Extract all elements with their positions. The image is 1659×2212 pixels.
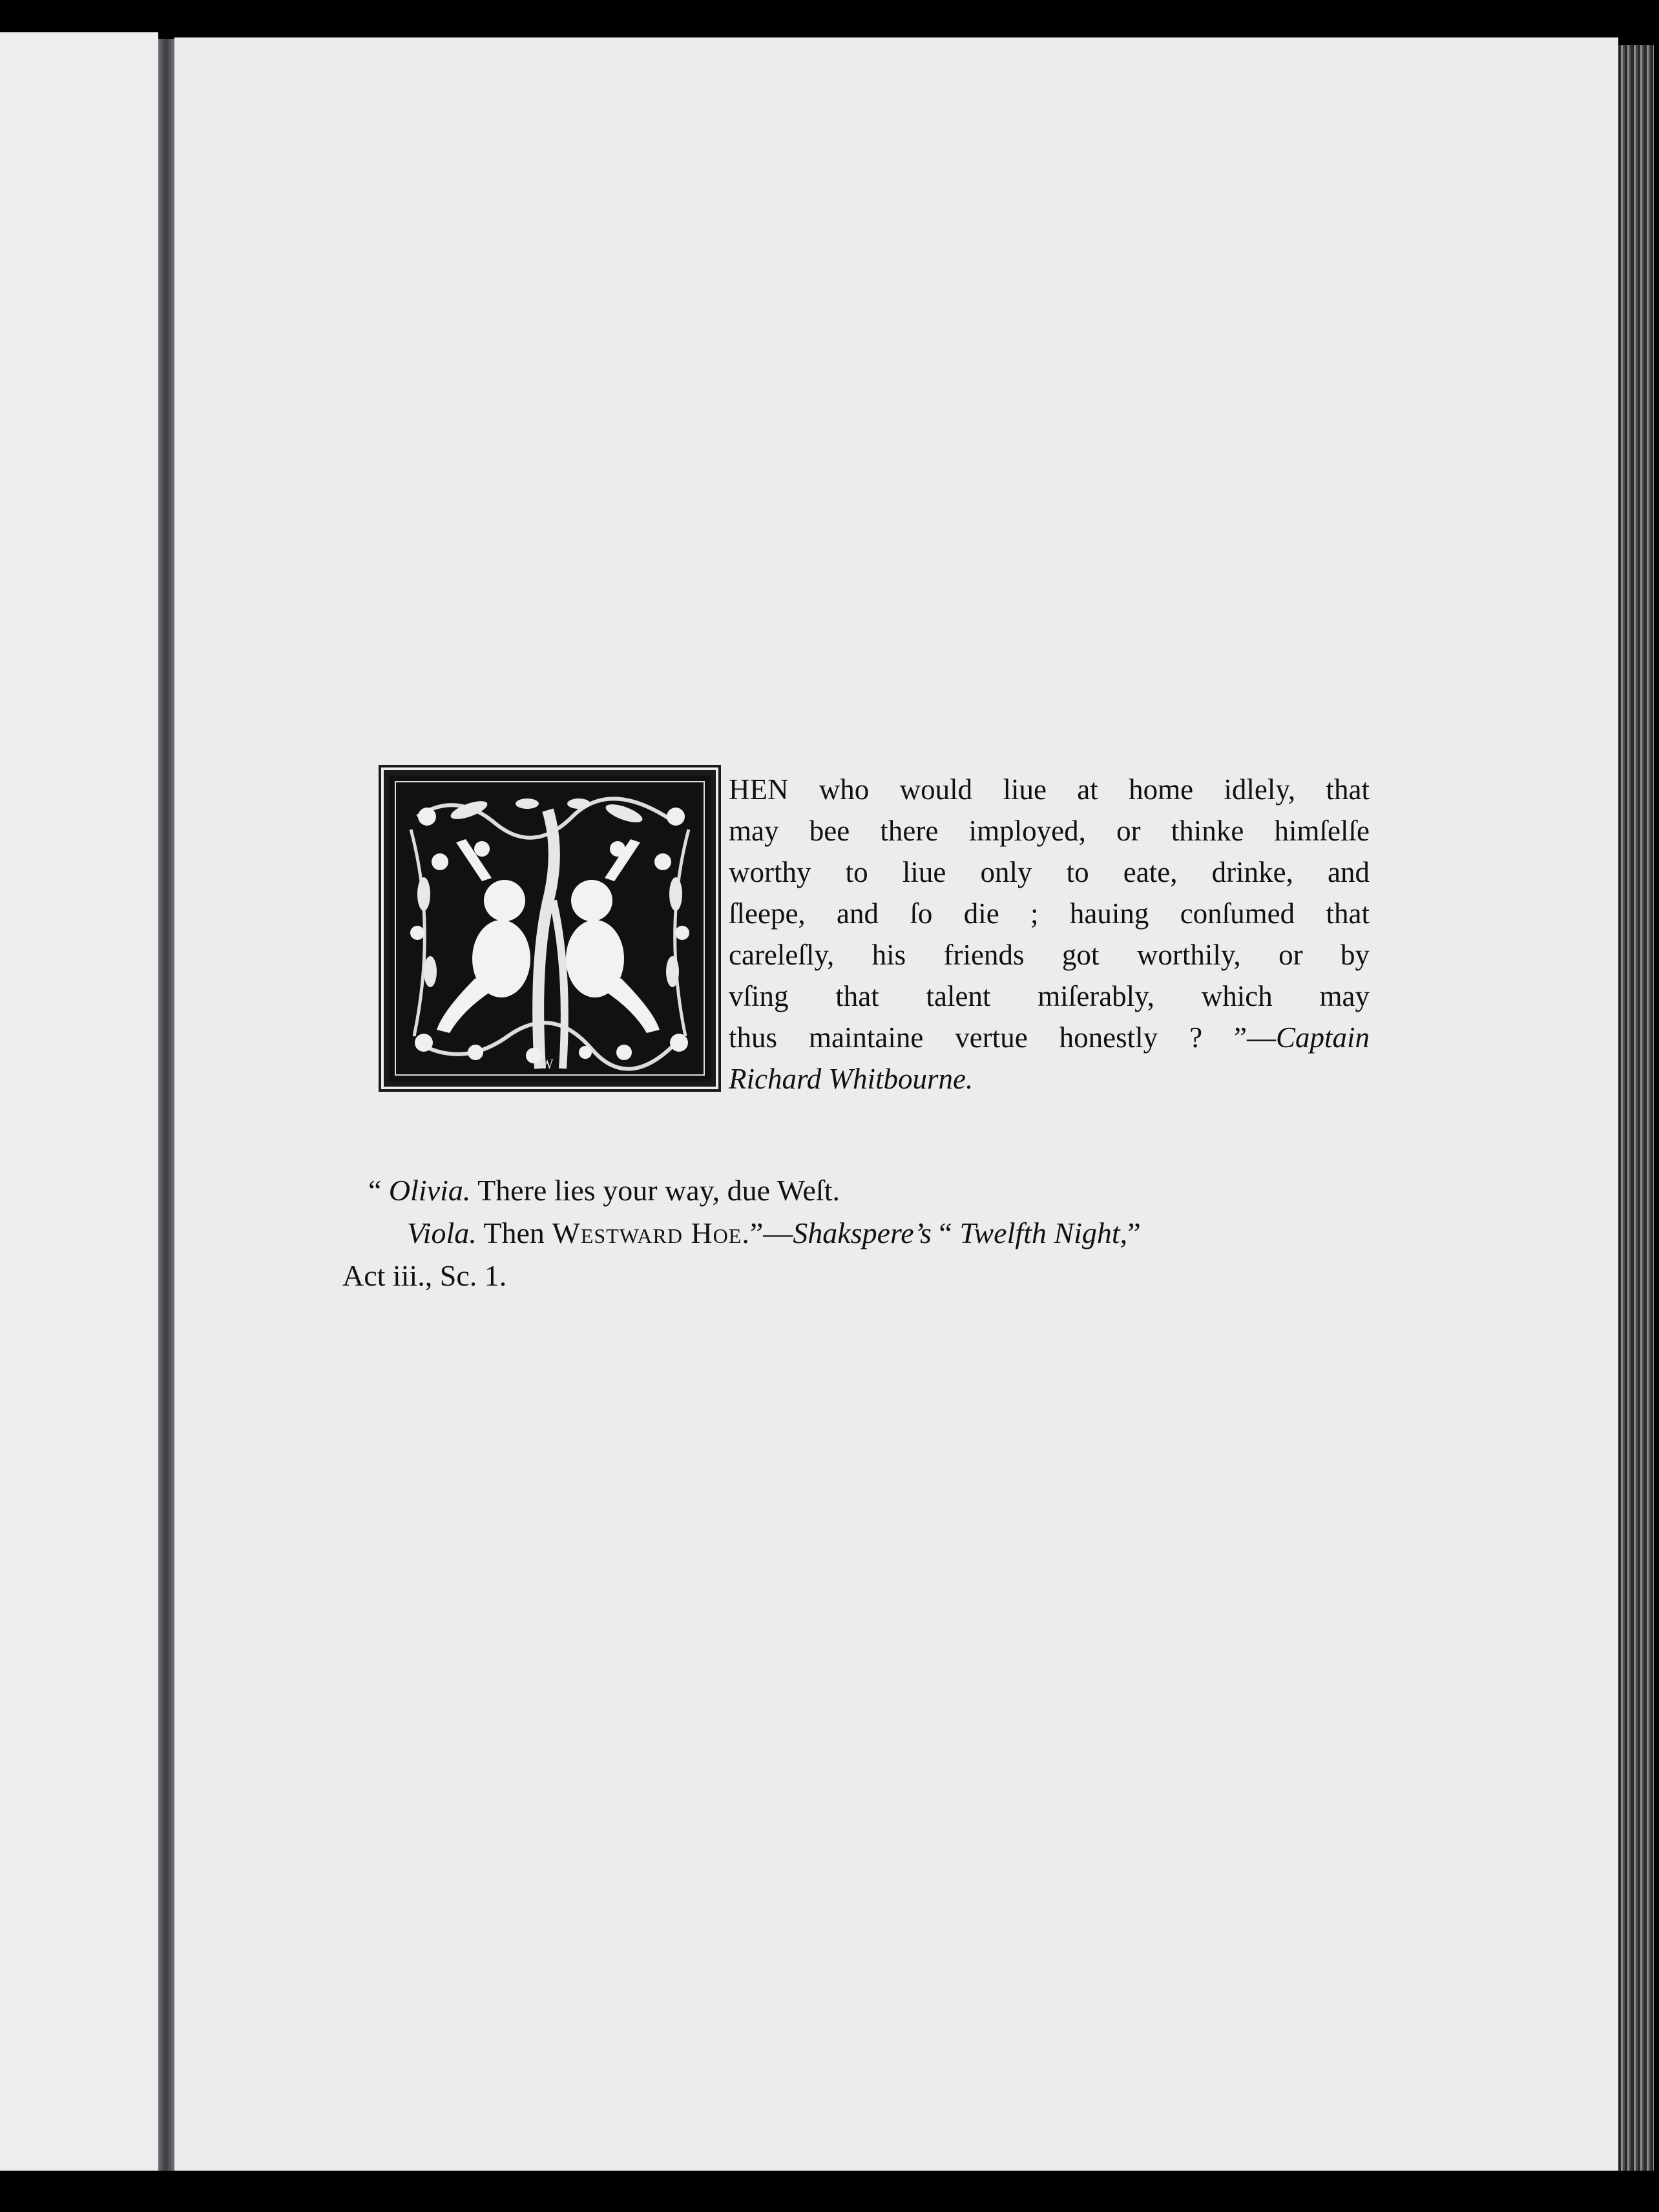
quote-line: vſing that talent miſerably, which may [729, 980, 1370, 1012]
shakespeare-epigraph [342, 1169, 1373, 1297]
woodcut-ornament-illustration [379, 765, 721, 1092]
left-page [0, 32, 158, 2171]
speaker-olivia: Olivia. [388, 1174, 471, 1207]
close-quote-dash: ”— [749, 1216, 793, 1249]
quote-line: ſleepe, and ſo die ; hauing conſumed that [729, 897, 1370, 930]
quote-line: may bee there imployed, or thinke himſelſe [729, 815, 1370, 847]
page-fore-edge [1618, 45, 1654, 2177]
speaker-viola: Viola. [407, 1216, 477, 1249]
epigraph-line-viola [342, 1212, 1373, 1255]
scan-bottom-border [0, 2171, 1659, 2212]
play-open-quote: “ [931, 1216, 960, 1249]
open-quote: “ [368, 1174, 389, 1207]
right-page [174, 37, 1618, 2173]
quote-line-with-attribution [729, 1017, 1370, 1058]
viola-text: Then [476, 1216, 552, 1249]
attribution-dash: — [1246, 1021, 1276, 1054]
svg-text:W: W [540, 1056, 554, 1072]
book-title-westward-hoe: Westward Hoe. [552, 1216, 750, 1249]
quote-line: HEN who would liue at home idlely, that [729, 773, 1370, 806]
epigraph-act-scene: Act iii., Sc. 1. [342, 1259, 507, 1292]
play-close-quote: ” [1127, 1216, 1141, 1249]
olivia-text: There lies your way, due Weſt. [470, 1174, 840, 1207]
quote-last-line: thus maintaine vertue honestly ? ” [729, 1021, 1247, 1054]
attribution-author-name: Richard Whitbourne. [729, 1063, 974, 1095]
main-quotation [729, 769, 1370, 1100]
attribution-author: Captain [1275, 1021, 1370, 1054]
quote-line: careleſly, his friends got worthily, or by [729, 939, 1370, 971]
quote-line: worthy to liue only to eate, drinke, and [729, 856, 1370, 888]
play-title: Twelfth Night, [959, 1216, 1128, 1249]
epigraph-line-olivia [342, 1169, 1373, 1212]
source-author: Shakspere’s [793, 1216, 932, 1249]
decorated-initial-letter [379, 765, 721, 1092]
